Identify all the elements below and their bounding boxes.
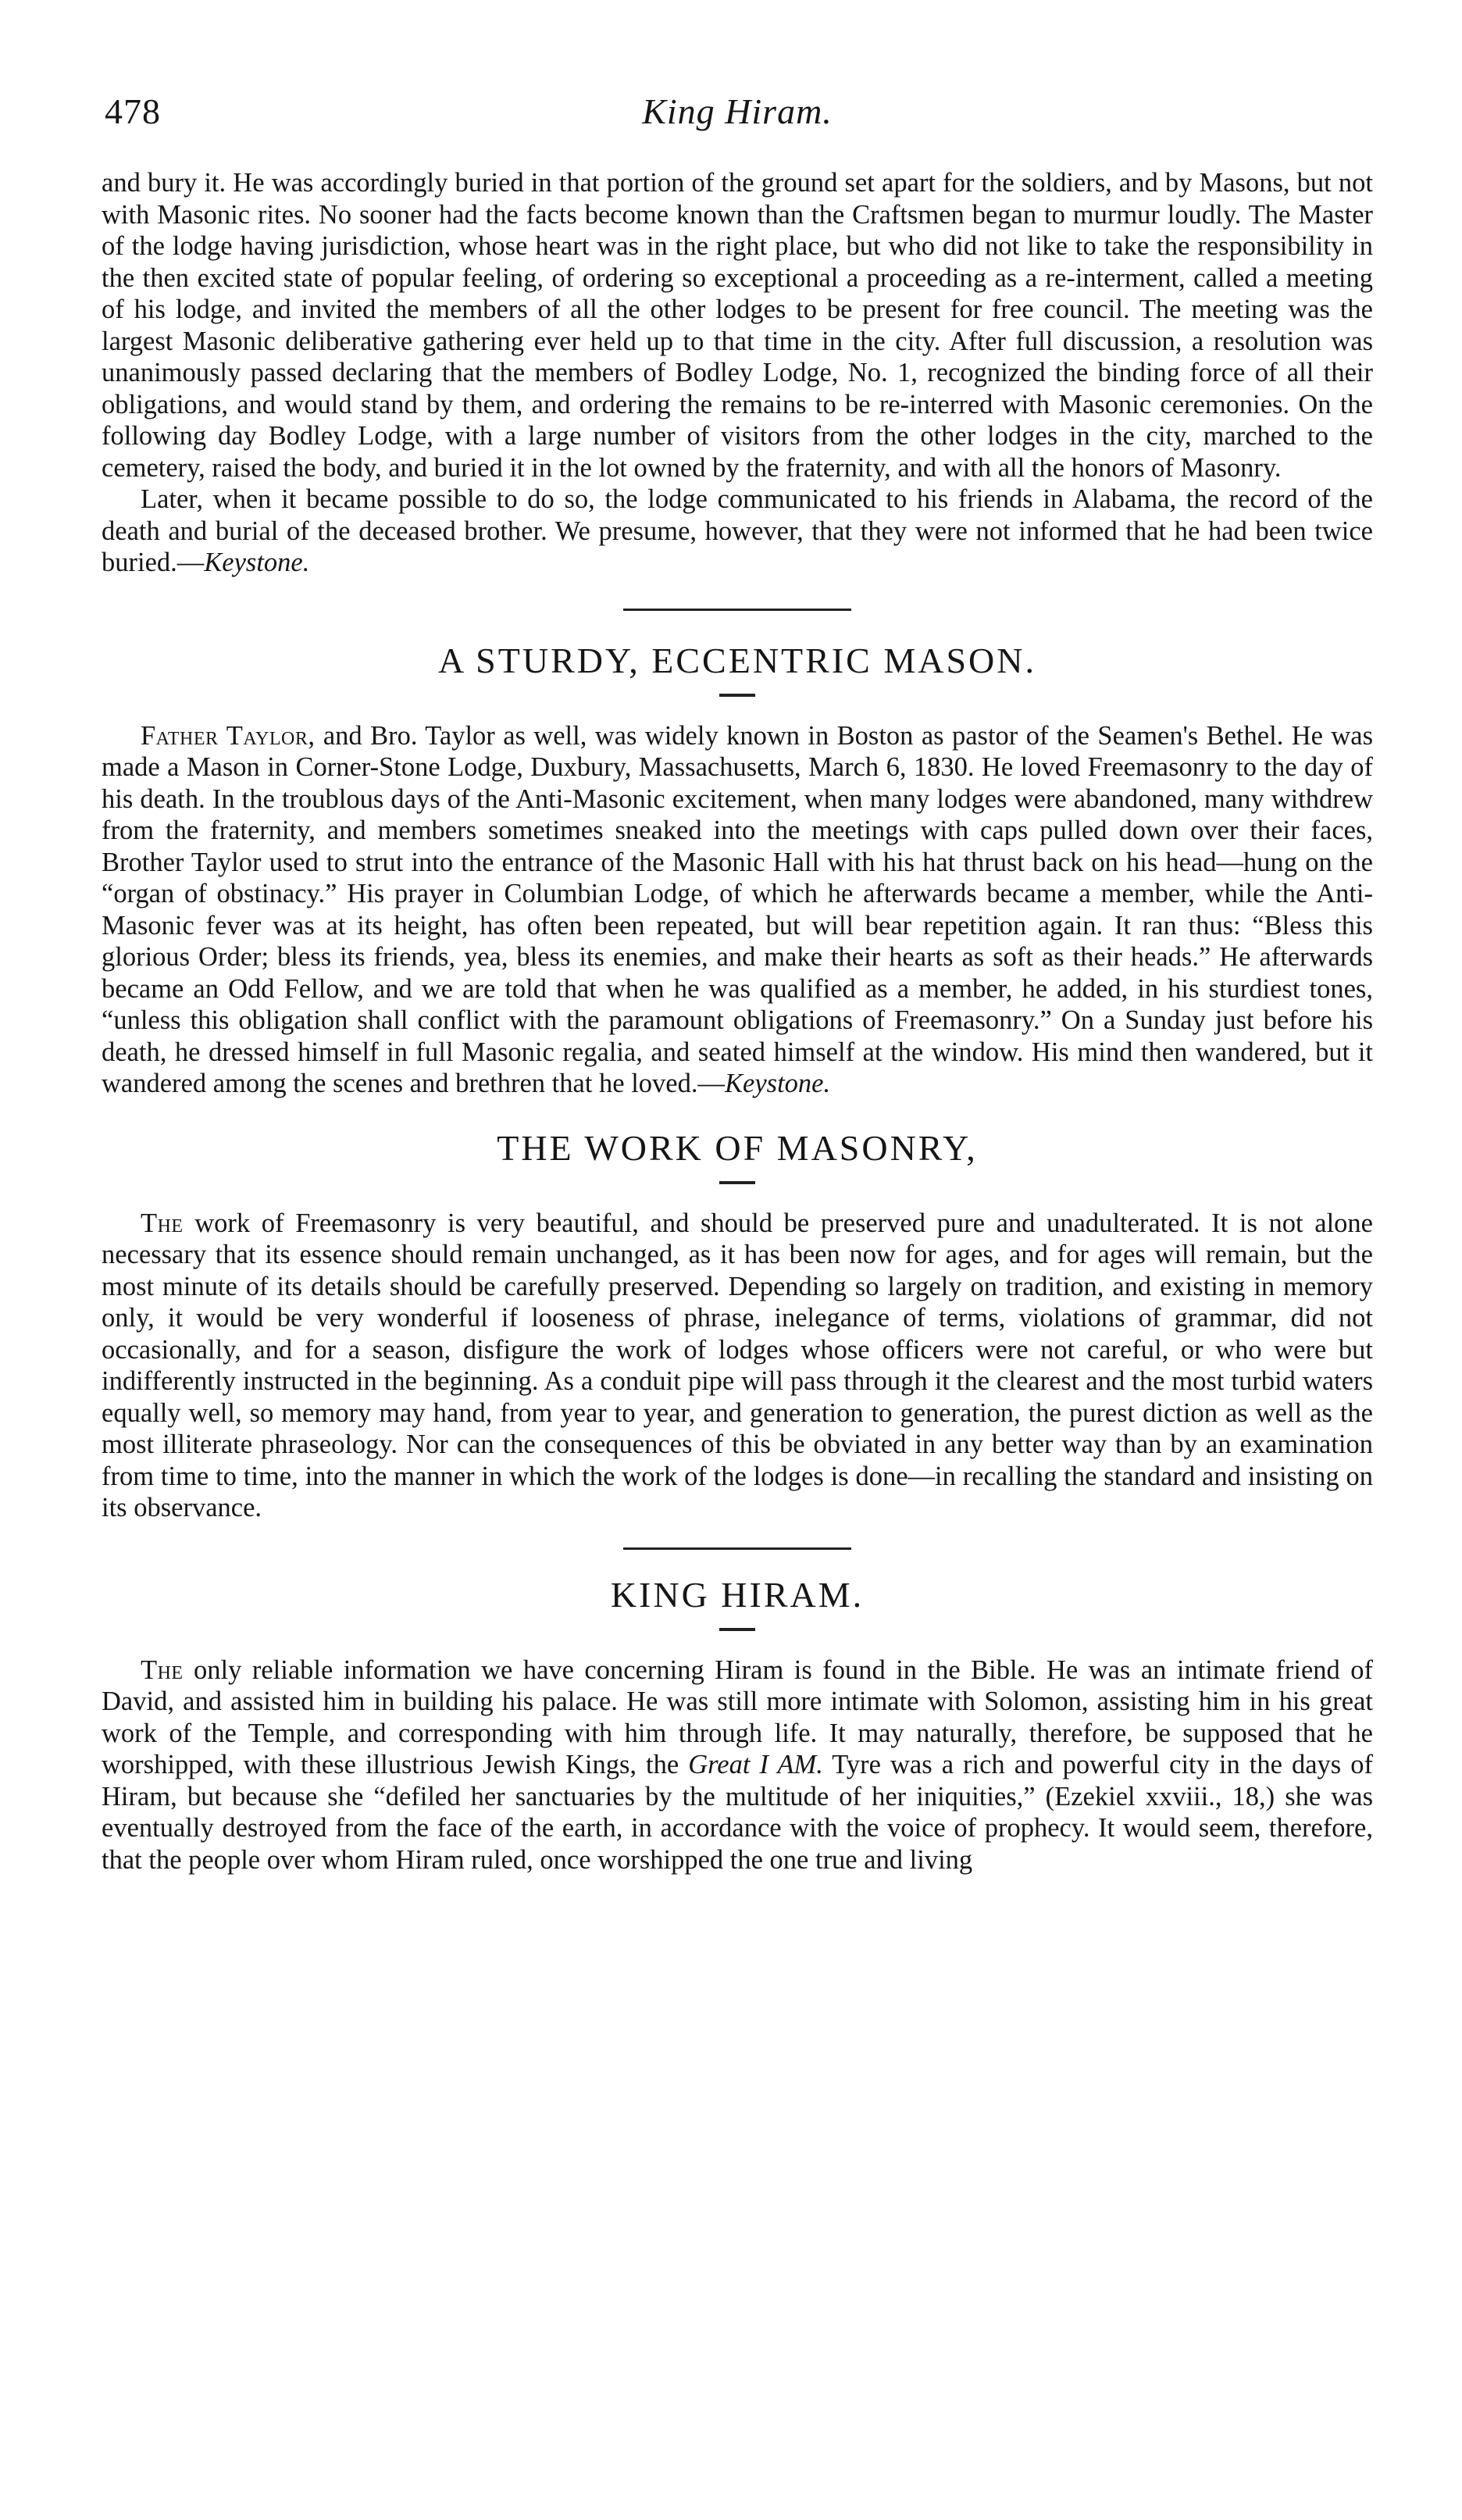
spacer (102, 1100, 1373, 1126)
paragraph-record (102, 484, 1373, 579)
page-number: 478 (105, 91, 161, 131)
lead-in-small-caps: Father Taylor, (141, 720, 316, 751)
paragraph-father-taylor (102, 720, 1373, 1100)
heading-rule (719, 1628, 755, 1631)
source-citation: Keystone. (725, 1069, 831, 1098)
lead-in-small-caps: The (141, 1654, 184, 1685)
heading-work-of-masonry: THE WORK OF MASONRY, (497, 1127, 978, 1168)
section-divider (623, 609, 851, 611)
heading-rule (719, 694, 755, 697)
paragraph-king-hiram-text: only reliable information we have concerning Hiram is found in the Bible. He was an intimate friend of David, and assisted him in building his palace. He was still more intimate with Solomon, assisting him in his great work of the Temple, and corresponding with him through life. It may naturally, therefore, be supposed that he worshipped, with these illustrious Jewish Kings, the (102, 1654, 1373, 1779)
paragraph-work-of-masonry-text: work of Freemasonry is very beautiful, and should be preserved pure and unadulterated. It is not alone necessary that its essence should remain unchanged, as it has been now for ages, and for ages will remain, but the most minute of its details should be carefully preserved. Depending so largely on tradition, and existing in memory only, it would be very wonderful if looseness of phrase, inelegance of terms, violations of grammar, did not occasionally, and for a season, disfigure the work of lodges whose officers were not careful, or who were but indifferently instructed in the beginning. As a conduit pipe will pass through it the clearest and the most turbid waters equally well, so memory may hand, from year to year, and generation to generation, the purest diction as well as the most illiterate phraseology. Nor can the consequences of this be obviated in any better way than by an examination from time to time, into the manner in which the work of the lodges is done—in recalling the standard and insisting on its observance. (102, 1208, 1373, 1522)
section-divider (623, 1547, 851, 1550)
book-page (102, 86, 1373, 1876)
running-title: King Hiram. (642, 91, 833, 131)
great-i-am: Great I AM. (688, 1750, 823, 1779)
heading-sturdy-mason: A STURDY, ECCENTRIC MASON. (438, 640, 1036, 680)
lead-in-small-caps: The (141, 1208, 184, 1238)
running-head (102, 86, 1373, 141)
heading-rule (719, 1181, 755, 1184)
paragraph-father-taylor-text: and Bro. Taylor as well, was widely known in Boston as pastor of the Seamen's Bethel. He was made a Mason in Corner-Stone Lodge, Duxbury, Massachusetts, March 6, 1830. He loved Freemasonry to the day of his death. In the troublous days of the Anti-Masonic excitement, when many lodges were abandoned, many withdrew from the fraternity, and members sometimes sneaked into the meetings with caps pulled down over their faces, Brother Taylor used to strut into the entrance of the Masonic Hall with his hat thrust back on his head—hung on the “organ of obstinacy.” His prayer in Columbian Lodge, of which he afterwards became a member, while the Anti-Masonic fever was at its height, has often been repeated, but will bear repetition again. It ran thus: “Bless this glorious Order; bless its friends, yea, bless its enemies, and make their hearts as soft as their heads.” He afterwards became an Odd Fellow, and we are told that when he was qualified as a member, he added, in his sturdiest tones, “unless this obligation shall conflict with the paramount obligations of Freemasonry.” On a Sunday just before his death, he dressed himself in full Masonic regalia, and seated himself at the window. His mind then wandered, but it wandered among the scenes and brethren that he loved.— (102, 720, 1373, 1098)
paragraph-burial: and bury it. He was accordingly buried in that portion of the ground set apart for the soldiers, and by Masons, but not with Masonic rites. No sooner had the facts become known than the Craftsmen began to murmur loudly. The Master of the lodge having jurisdiction, whose heart was in the right place, but who did not like to take the responsibility in the then excited state of popular feeling, of ordering so exceptional a proceeding as a re-interment, called a meeting of his lodge, and invited the members of all the other lodges to be present for free council. The meeting was the largest Masonic deliberative gathering ever held up to that time in the city. After full discussion, a resolution was unanimously passed declaring that the members of Bodley Lodge, No. 1, recognized the binding force of all their obligations, and would stand by them, and ordering the remains to be re-interred with Masonic ceremonies. On the following day Bodley Lodge, with a large number of visitors from the other lodges in the city, marched to the cemetery, raised the body, and buried it in the lot owned by the fraternity, and with all the honors of Masonry. (102, 168, 1373, 483)
paragraph-work-of-masonry (102, 1208, 1373, 1524)
paragraph-record-text: Later, when it became possible to do so, the lodge communicated to his friends in Alabama, the record of the death and burial of the deceased brother. We presume, however, that they were not informed that he had been twice buried.— (102, 484, 1373, 577)
heading-king-hiram: KING HIRAM. (610, 1574, 865, 1615)
paragraph-king-hiram-text-cont: Tyre was a rich and powerful city in the days of Hiram, but because she “defiled her sanctuaries by the multitude of her iniquities,” (Ezekiel xxviii., 18,) she was eventually destroyed from the face of the earth, in accordance with the voice of prophecy. It would seem, therefore, that the people over whom Hiram ruled, once worshipped the one true and living (102, 1750, 1373, 1875)
paragraph-king-hiram (102, 1654, 1373, 1876)
source-citation: Keystone. (204, 548, 310, 577)
